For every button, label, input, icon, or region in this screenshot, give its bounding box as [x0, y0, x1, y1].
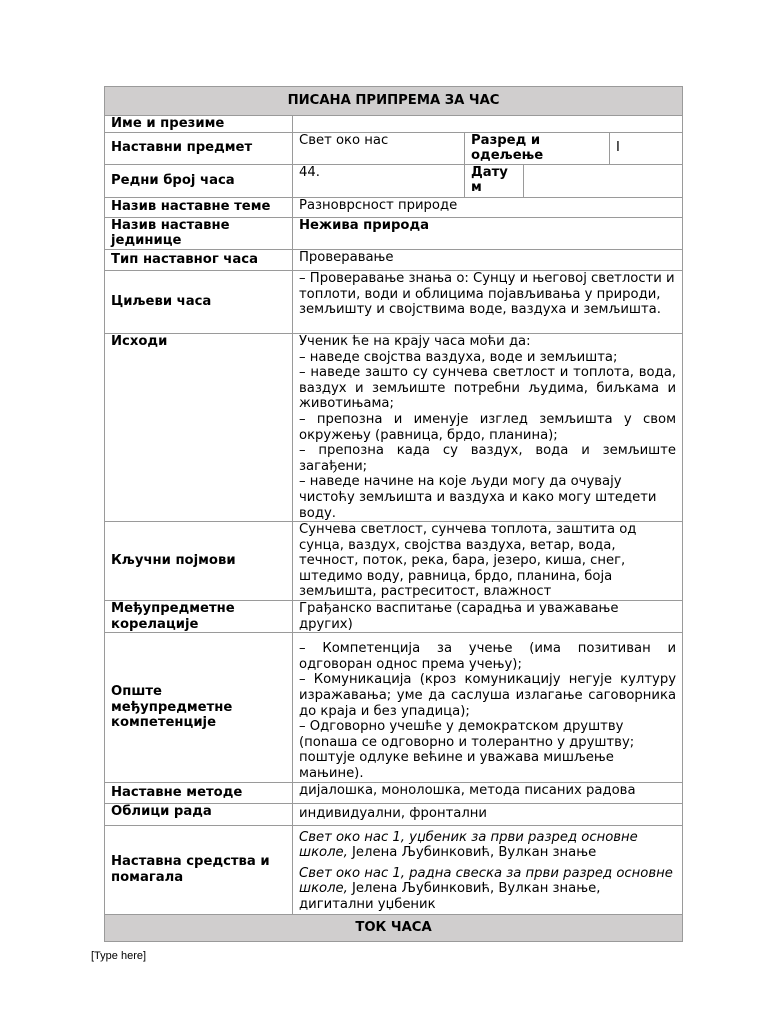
- topic-label: Назив наставне теме: [105, 197, 293, 217]
- unit-label: Назив наставне јединице: [105, 217, 293, 249]
- forms-label: Облици рада: [105, 803, 293, 825]
- unit-value: Нежива природа: [293, 217, 683, 249]
- resource-details: Јелена Љубинковић, Вулкан знање: [347, 845, 597, 861]
- outcome-intro: Ученик ће на крају часа моћи да:: [299, 333, 531, 349]
- date-label: Датум: [465, 164, 524, 197]
- competence-item: – Комуникација (кроз комуникацију негује културу изражавања; уме да саслуша излагање саговорника до краја и без упадица);: [299, 672, 677, 719]
- correlations-label: Међупредметне корелације: [105, 601, 293, 633]
- resources-label: Наставна средства и помагала: [105, 825, 293, 914]
- subject-value: Свет око нас: [293, 132, 465, 164]
- competence-item: – Одговорно учешће у демократском друштву (поnaша се одговорно и толерантно у друштву; поштује одлуке већине и уважава мишљење мањине).: [299, 719, 635, 782]
- footer-placeholder: [Type here]: [91, 950, 147, 962]
- lesson-number-value: 44.: [293, 164, 465, 197]
- outcome-item: – наведе својства ваздуха, воде и земљишта;: [299, 349, 618, 365]
- subject-label: Наставни предмет: [105, 132, 293, 164]
- competence-item: – Компетенција за учење (има позитиван и одговоран однос према учењу);: [299, 641, 677, 672]
- date-value: [524, 164, 683, 197]
- outcome-item: – препозна и именује изглед земљишта у свом окружењу (равница, брдо, планина);: [299, 411, 677, 443]
- resource-textbook: [299, 830, 676, 861]
- outcome-item: – наведе начине на које људи могу да очувају чистоћу земљишта и ваздуха и како могу штедети воду.: [299, 474, 657, 521]
- keywords-label: Кључни појмови: [105, 522, 293, 601]
- lesson-type-value: Проверавање: [293, 249, 683, 270]
- lesson-plan-table: [104, 86, 683, 942]
- outcome-item: – наведе зашто су сунчева светлост и топлота, вода, ваздух и земљиште потребни људима, биљкама и животињама;: [299, 365, 677, 412]
- outcomes-list: [293, 333, 683, 521]
- competences-label: Опште међупредметне компетенције: [105, 633, 293, 782]
- resource-title: Свет око нас 1, радна свеска за први разред основне школе,: [299, 865, 673, 897]
- goals-label: Циљеви часа: [105, 270, 293, 333]
- topic-value: Разноврсност природе: [293, 197, 683, 217]
- name-value: [293, 116, 683, 133]
- document-title: ПИСАНА ПРИПРЕМА ЗА ЧАС: [105, 87, 683, 116]
- grade-label: Разред и одељење: [465, 132, 610, 164]
- correlations-value: Грађанско васпитање (сарадња и уважавање других): [293, 601, 683, 633]
- resource-title: Свет око нас 1, уџбеник за први разред основне школе,: [299, 829, 638, 861]
- lesson-type-label: Тип наставног часа: [105, 249, 293, 270]
- goals-value: – Проверавање знања о: Сунцу и његовој светлости и топлоти, води и облицима појављивања у природи, земљишту и својствима воде, ваздуха и земљишта.: [293, 270, 683, 333]
- grade-value: I: [610, 132, 683, 164]
- outcomes-label: Исходи: [105, 333, 293, 521]
- keywords-value: Сунчева светлост, сунчева топлота, заштита од сунца, ваздух, својства ваздуха, ветар, вода, течност, поток, река, бара, језеро, киша, снег, штедимо воду, равница, брдо, планина, боја земљишта, растреситост, влажност: [293, 522, 683, 601]
- forms-value: индивидуални, фронтални: [293, 803, 683, 825]
- outcome-item: – препозна када су ваздух, вода и земљиште загађени;: [299, 443, 677, 474]
- lesson-number-label: Редни број часа: [105, 164, 293, 197]
- lesson-flow-heading: ТОК ЧАСА: [105, 914, 683, 941]
- resource-details: Јелена Љубинковић, Вулкан знање, дигитални уџбеник: [299, 881, 601, 912]
- name-label: Име и презиме: [105, 116, 293, 133]
- resource-workbook: [299, 866, 676, 913]
- resources-list: [293, 825, 683, 914]
- methods-label: Наставне методе: [105, 782, 293, 803]
- competences-list: [293, 633, 683, 782]
- methods-value: дијалошка, монолошка, метода писаних радова: [293, 782, 683, 803]
